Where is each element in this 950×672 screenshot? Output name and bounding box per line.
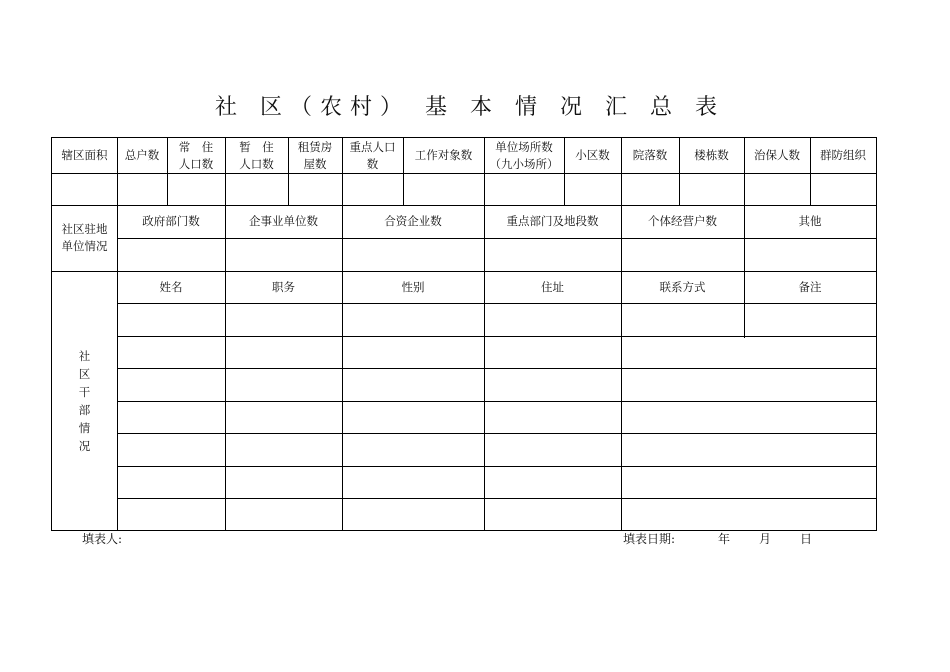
header-resident-population: 常 住 人口数: [178, 139, 214, 171]
row-divider: [117, 498, 876, 499]
security-staff-value-cell[interactable]: [744, 173, 810, 205]
cadre-header-position: 职务: [272, 279, 295, 294]
header-households: 总户数: [124, 148, 160, 162]
cadre-header-gender: 性别: [401, 279, 425, 294]
work-targets-value-cell[interactable]: [403, 173, 484, 205]
cadre-header-remarks: 备注: [798, 279, 822, 294]
header-courtyards: 院落数: [632, 148, 668, 162]
month-label: 月: [759, 532, 772, 546]
column-divider: [621, 205, 622, 530]
column-divider: [484, 205, 485, 530]
fill-date-label: 填表日期:: [623, 532, 676, 546]
row-divider: [117, 368, 876, 369]
resident-population-value-cell[interactable]: [167, 173, 225, 205]
area-value-cell[interactable]: [52, 173, 117, 205]
cadre-header-name: 姓名: [159, 279, 183, 294]
units-header-other: 其他: [798, 214, 822, 228]
units-section-label: 社区驻地 单位情况: [61, 222, 108, 253]
header-rental-houses: 租赁房 屋数: [297, 139, 333, 171]
column-divider: [225, 205, 226, 530]
units-header-government: 政府部门数: [142, 214, 200, 228]
row-divider: [117, 303, 876, 304]
header-residential-areas: 小区数: [575, 148, 610, 162]
header-temporary-population: 暂 住 人口数: [239, 139, 274, 171]
key-population-value-cell[interactable]: [342, 173, 403, 205]
buildings-value-cell[interactable]: [679, 173, 744, 205]
temporary-population-value-cell[interactable]: [225, 173, 288, 205]
units-header-self-employed: 个体经营户数: [648, 214, 717, 228]
units-header-joint-ventures: 合资企业数: [384, 214, 442, 228]
header-key-population: 重点人口 数: [349, 139, 396, 171]
column-divider: [342, 205, 343, 530]
year-label: 年: [718, 532, 731, 546]
cadre-header-contact: 联系方式: [659, 279, 706, 294]
header-security-staff: 治保人数: [754, 148, 800, 162]
units-header-enterprises: 企事业单位数: [249, 214, 318, 228]
row-divider: [117, 433, 876, 434]
units-header-key-departments: 重点部门及地段数: [506, 214, 599, 228]
cadre-section-label: 社 区 干 部 情 况: [78, 348, 91, 453]
form-title: 社 区（农村） 基 本 情 况 汇 总 表: [215, 95, 725, 120]
residential-areas-value-cell[interactable]: [564, 173, 621, 205]
filled-by-label: 填表人:: [82, 532, 123, 546]
summary-table: [51, 137, 877, 531]
rental-houses-value-cell[interactable]: [288, 173, 342, 205]
households-value-cell[interactable]: [117, 173, 167, 205]
header-buildings: 楼栋数: [694, 148, 729, 162]
header-defense-groups: 群防组织: [820, 148, 866, 162]
header-area: 辖区面积: [61, 148, 108, 162]
header-venues: 单位场所数 （九小场所）: [489, 139, 559, 171]
venues-value-cell[interactable]: [484, 173, 564, 205]
header-work-targets: 工作对象数: [414, 148, 473, 162]
cadre-header-address: 住址: [541, 279, 564, 294]
row-divider: [117, 336, 876, 337]
defense-groups-value-cell[interactable]: [810, 173, 876, 205]
row-divider: [117, 238, 876, 239]
day-label: 日: [800, 532, 813, 546]
row-divider: [117, 466, 876, 467]
courtyards-value-cell[interactable]: [621, 173, 679, 205]
column-divider: [117, 205, 118, 530]
row-divider: [117, 401, 876, 402]
